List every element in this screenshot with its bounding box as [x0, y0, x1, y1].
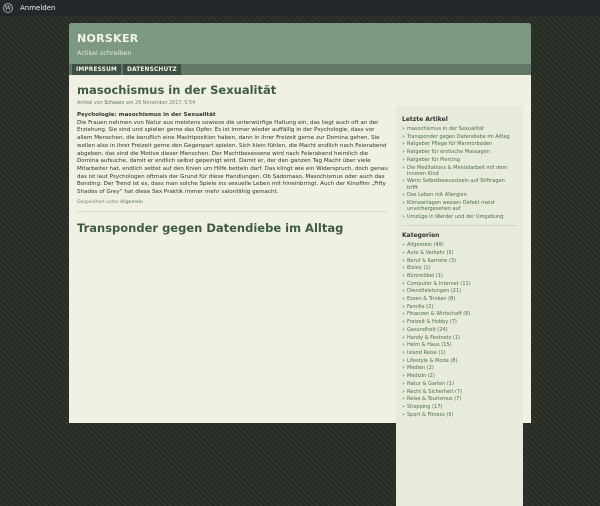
post-date: 29 November 2017, 5:54 — [135, 101, 196, 106]
category-link[interactable]: » Recht & Sicherheit (7) — [402, 389, 517, 395]
category-link[interactable]: » Finanzen & Wirtschaft (6) — [402, 311, 517, 317]
recent-post-link[interactable]: » Die Meditations & Mentalarbeit mit dem Inneren Kind — [402, 165, 517, 177]
post-title[interactable]: masochismus in der Sexualität — [77, 83, 277, 97]
recent-post-link[interactable]: » masochismus in der Sexualität — [402, 126, 517, 132]
post-body — [77, 112, 388, 197]
site-title[interactable]: NORSKER — [77, 32, 139, 45]
category-link[interactable]: » Dienstleistungen (21) — [402, 288, 517, 294]
category-link[interactable]: » Sport & Fitness (5) — [402, 412, 517, 418]
category-link[interactable]: » Beruf & Karriere (3) — [402, 258, 517, 264]
recent-post-link[interactable]: » Transponder gegen Datendiebe im Alltag — [402, 134, 517, 140]
nav-item-datenschutz[interactable]: DATENSCHUTZ — [123, 64, 181, 75]
category-link[interactable]: » Allgemein (49) — [402, 242, 517, 248]
post-meta — [77, 101, 388, 106]
recent-posts-title: Letzte Artikel — [402, 116, 448, 123]
recent-post-link[interactable]: » Wenn Selbstbewusstsein auf Stiftragen trifft — [402, 178, 517, 190]
post-footer — [77, 200, 388, 205]
recent-posts-list — [402, 126, 517, 220]
category-link[interactable]: » Gesundheit (24) — [402, 327, 517, 333]
post-paragraph: Die Frauen nehmen von Natur aus meistens sowieso die unterwürfige Haltung ein, das liegt auch oft an der Erziehung. Sie sind und spielen gerne das Opfer. Es ist immer wieder auffällig in der Psychologie, dass vor allem Menschen, die beruflich eine Machtposition haben, dann in ihrer Freizeit gerne zur Domina gehen. Sie wollen also in ihrer Freizeit gerne den Gegenpart spielen. Sich klein fühlen, die Macht endlich nach Feierabend abgeben, das sind die Motive dieser Menschen. Der Machtbesessene wird nach Feierabend heimlich die Domina aufsuche, damit er endlich selbst gepeinigt wird. Damit er, der den ganzen Tag Macht über viele Mitarbeiter hat, endlich selbst auf den Knien um Hilfe betteln darf. Das klingt wie ein Widerspruch, doch genau das ist laut Psychologen oftmals der Grund für diese Handlungen. Ob Sadomaso, Masochismus oder auch das Bonding: Der Trend ist es, dass man solche Spiele ins sexuelle Leben mit hineinbringt. Auch der Kinofilm „Fifty Shades of Grey“ hat diese Sex Praktik immer mehr salonfähig gemacht. — [77, 119, 388, 196]
category-link[interactable]: » Natur & Garten (1) — [402, 381, 517, 387]
sidebar — [396, 106, 523, 506]
category-link[interactable]: » Computer & Internet (11) — [402, 281, 517, 287]
meta-prefix: Artikel von — [77, 101, 103, 106]
main-content — [69, 75, 396, 506]
login-link[interactable]: Anmelden — [20, 4, 56, 12]
recent-post-link[interactable]: » Klimaanlagen wessen Defekt meist unvorhergesehen auf — [402, 200, 517, 212]
recent-post-link[interactable]: » Umzüge in Werder und der Umgebung — [402, 214, 517, 220]
footer-prefix: Gespeichert unter — [77, 199, 119, 205]
category-link[interactable]: » Freizeit & Hobby (7) — [402, 319, 517, 325]
widget-divider — [402, 225, 517, 226]
recent-post-link[interactable]: » Ratgeber für Piercing — [402, 157, 517, 163]
nav-item-impressum[interactable]: IMPRESSUM — [72, 64, 121, 75]
category-link[interactable]: » Bisley (1) — [402, 265, 517, 271]
main-nav — [69, 64, 531, 75]
page-container — [69, 23, 531, 423]
category-link[interactable]: » Lifestyle & Mode (8) — [402, 358, 517, 364]
category-link[interactable]: » Medien (2) — [402, 365, 517, 371]
category-link[interactable]: » Essen & Trinken (8) — [402, 296, 517, 302]
post-title[interactable]: Transponder gegen Datendiebe im Alltag — [77, 220, 344, 235]
category-link[interactable]: » Medizin (2) — [402, 373, 517, 379]
recent-post-link[interactable]: » Das Leben mit Allergien — [402, 192, 517, 198]
category-link[interactable]: » Reise & Tourismus (7) — [402, 396, 517, 402]
post-author-link[interactable]: Schwarz — [104, 101, 125, 106]
category-link[interactable]: » Büromöbel (1) — [402, 273, 517, 279]
wordpress-logo-icon[interactable]: W — [4, 4, 12, 12]
post — [77, 84, 388, 205]
recent-post-link[interactable]: » Ratgeber Pflege für Marmorboden — [402, 141, 517, 147]
category-link[interactable]: » Handy & Festnetz (1) — [402, 335, 517, 341]
categories-list — [402, 242, 517, 418]
site-description: Artikel schreiben — [77, 49, 132, 57]
categories-title: Kategorien — [402, 232, 440, 240]
site-header — [69, 23, 531, 64]
meta-mid: am — [125, 101, 134, 106]
post-category-link[interactable]: Allgemein — [120, 199, 143, 205]
post-divider — [77, 211, 388, 212]
admin-bar — [0, 0, 600, 16]
category-link[interactable]: » Auto & Verkehr (5) — [402, 250, 517, 256]
post-lead: Psychologie: masochismus in der Sexualität — [77, 112, 216, 118]
category-link[interactable]: » Shopping (17) — [402, 404, 517, 410]
category-link[interactable]: » Familie (2) — [402, 304, 517, 310]
recent-post-link[interactable]: » Ratgeber für erotische Massagen — [402, 149, 517, 155]
category-link[interactable]: » Heim & Haus (15) — [402, 342, 517, 348]
category-link[interactable]: » Island Reise (1) — [402, 350, 517, 356]
post — [77, 222, 388, 235]
